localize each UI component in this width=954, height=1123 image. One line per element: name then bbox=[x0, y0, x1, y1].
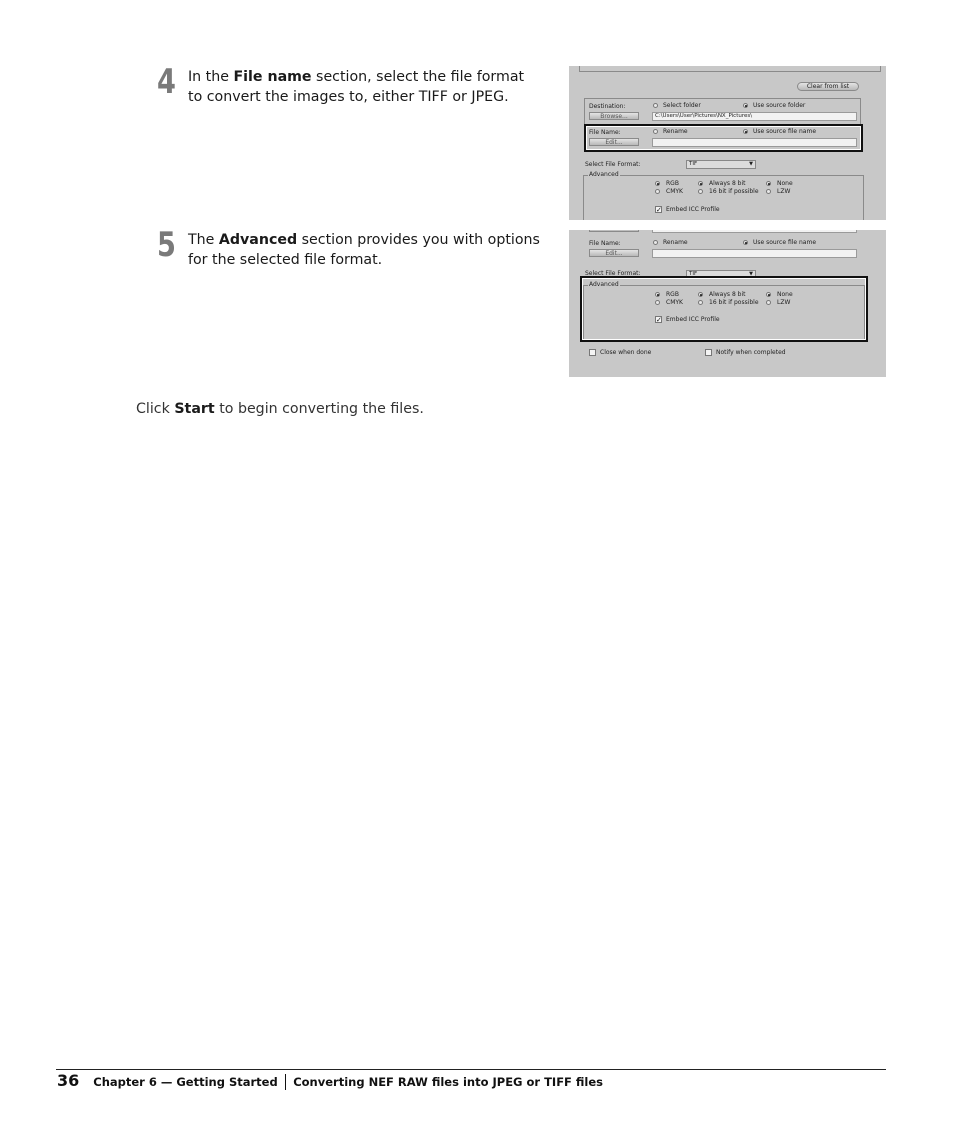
screenshot-file-name-section bbox=[569, 66, 886, 220]
lzw-label: LZW bbox=[777, 299, 791, 306]
embed-icc-checkbox[interactable]: ✓ bbox=[656, 206, 662, 214]
always-8-bit-label: Always 8 bit bbox=[709, 291, 746, 298]
browse-button[interactable]: Browse... bbox=[589, 112, 639, 120]
footer-divider bbox=[285, 1074, 287, 1090]
select-file-format-label: Select File Format: bbox=[585, 270, 641, 277]
page-footer bbox=[57, 1071, 603, 1093]
cmyk-label: CMYK bbox=[666, 188, 683, 195]
file-name-label: File Name: bbox=[589, 240, 621, 247]
use-source-folder-radio[interactable] bbox=[743, 103, 748, 108]
select-folder-radio[interactable] bbox=[653, 103, 658, 108]
lzw-label: LZW bbox=[777, 188, 791, 195]
16-bit-label: 16 bit if possible bbox=[709, 188, 759, 195]
none-label: None bbox=[777, 291, 793, 298]
chevron-down-icon: ▼ bbox=[749, 161, 753, 167]
use-source-file-name-label: Use source file name bbox=[753, 128, 817, 135]
step-4-text: In the File name section, select the file format to convert the images to, either TIFF or JPEG. bbox=[188, 69, 525, 105]
rgb-radio[interactable] bbox=[655, 181, 660, 186]
cmyk-radio[interactable] bbox=[655, 189, 660, 194]
notify-when-completed-checkbox[interactable] bbox=[705, 349, 712, 356]
file-name-field[interactable] bbox=[652, 249, 857, 258]
16-bit-radio[interactable] bbox=[698, 189, 703, 194]
advanced-group-title: Advanced bbox=[589, 281, 619, 288]
step-4-number: 4 bbox=[157, 62, 175, 102]
clear-from-list-button[interactable]: Clear from list bbox=[797, 82, 859, 91]
lzw-radio[interactable] bbox=[766, 189, 771, 194]
file-format-select[interactable]: TIF ▼ bbox=[686, 160, 756, 169]
file-format-select[interactable]: TIF ▼ bbox=[686, 270, 756, 277]
embed-icc-label: Embed ICC Profile bbox=[666, 206, 720, 213]
advanced-group-title: Advanced bbox=[589, 171, 619, 178]
destination-path-field[interactable]: C:\Users\User\Pictures\NX_Pictures\ bbox=[652, 112, 857, 121]
16-bit-label: 16 bit if possible bbox=[709, 299, 759, 306]
rgb-label: RGB bbox=[666, 180, 679, 187]
use-source-file-name-label: Use source file name bbox=[753, 239, 817, 246]
edit-button[interactable]: Edit... bbox=[589, 138, 639, 146]
destination-label: Destination: bbox=[589, 103, 626, 110]
use-source-file-name-radio[interactable] bbox=[743, 240, 748, 245]
select-file-format-label: Select File Format: bbox=[585, 161, 641, 168]
none-label: None bbox=[777, 180, 793, 187]
select-folder-label: Select folder bbox=[663, 102, 701, 109]
screenshot-advanced-section bbox=[569, 230, 886, 377]
chapter-title: Chapter 6 — Getting Started bbox=[93, 1075, 278, 1089]
always-8-bit-label: Always 8 bit bbox=[709, 180, 746, 187]
step-5-number: 5 bbox=[157, 225, 175, 265]
chevron-down-icon: ▼ bbox=[749, 271, 753, 277]
footer-rule bbox=[56, 1069, 886, 1070]
close-when-done-label: Close when done bbox=[600, 349, 652, 356]
rename-label: Rename bbox=[663, 128, 688, 135]
embed-icc-label: Embed ICC Profile bbox=[666, 316, 720, 323]
always-8-bit-radio[interactable] bbox=[698, 181, 703, 186]
cmyk-label: CMYK bbox=[666, 299, 683, 306]
use-source-folder-label: Use source folder bbox=[753, 102, 806, 109]
notify-when-completed-label: Notify when completed bbox=[716, 349, 786, 356]
step-5-text: The Advanced section provides you with options for the selected file format. bbox=[188, 232, 540, 268]
page-number: 36 bbox=[57, 1071, 80, 1090]
rename-label: Rename bbox=[663, 239, 688, 246]
none-radio[interactable] bbox=[766, 181, 771, 186]
file-name-highlight bbox=[584, 124, 863, 152]
start-instruction: Click Start to begin converting the files. bbox=[136, 401, 424, 417]
close-when-done-checkbox[interactable] bbox=[589, 349, 596, 356]
section-title: Converting NEF RAW files into JPEG or TIFF files bbox=[293, 1075, 604, 1089]
rgb-label: RGB bbox=[666, 291, 679, 298]
edit-button[interactable]: Edit... bbox=[589, 249, 639, 257]
rename-radio[interactable] bbox=[653, 240, 658, 245]
advanced-highlight bbox=[580, 276, 868, 342]
file-name-label: File Name: bbox=[589, 129, 621, 136]
embed-icc-checkbox[interactable]: ✓ bbox=[656, 316, 662, 324]
